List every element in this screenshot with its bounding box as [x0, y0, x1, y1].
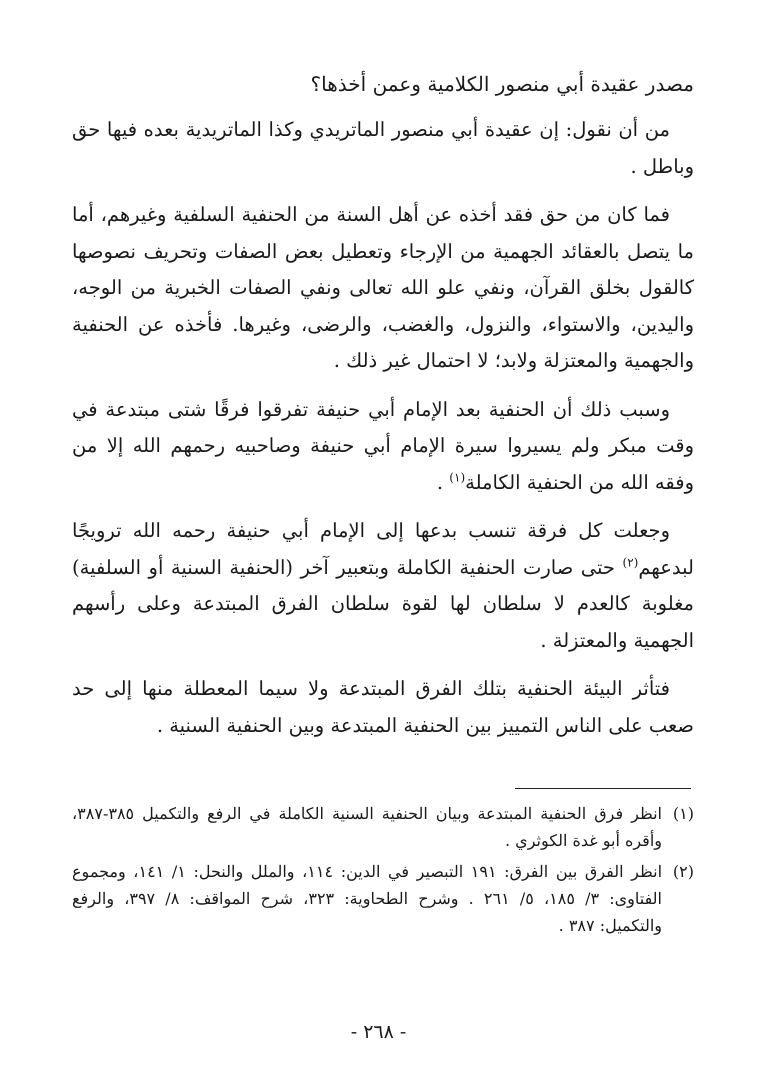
- paragraph-2: [72, 197, 694, 380]
- paragraph-1-text: من أن نقول: إن عقيدة أبي منصور الماتريدي وكذا الماتريدية بعده فيها حق وباطل .: [72, 118, 694, 178]
- footnote-2-number: (٢): [672, 862, 694, 881]
- footnotes: [72, 800, 694, 943]
- footnote-1-text: انظر فرق الحنفية المبتدعة وبيان الحنفية السنية الكاملة في الرفع والتكميل ٣٨٥-٣٨٧، وأقره أبو غدة الكوثري .: [72, 804, 662, 850]
- footnote-divider: [515, 788, 691, 789]
- footnote-1-number: (١): [672, 804, 694, 823]
- paragraph-4: [72, 513, 694, 659]
- paragraph-2-text: فما كان من حق فقد أخذه عن أهل السنة من الحنفية السلفية وغيرهم، أما ما يتصل بالعقائد الجهمية من الإرجاء وتعطيل بعض الصفات وتحريف نصوصها كالقول بخلق القرآن، ونفي علو الله تعالى ونفي الصفات الخبرية من الوجه، واليدين، والاستواء، والنزول، والغضب، والرضى، وغيرها. فأخذه عن الحنفية والجهمية والمعتزلة ولابد؛ لا احتمال غير ذلك .: [72, 203, 694, 372]
- paragraph-5: [72, 671, 694, 744]
- footnote-2: [72, 858, 694, 939]
- footnote-ref-2[interactable]: (٢): [622, 555, 639, 569]
- footnote-1: [72, 800, 694, 854]
- paragraph-4-text: وجعلت كل فرقة تنسب بدعها إلى الإمام أبي حنيفة رحمه الله ترويجًا لبدعهم: [72, 519, 694, 579]
- paragraph-1: [72, 112, 694, 185]
- section-heading: مصدر عقيدة أبي منصور الكلامية وعمن أخذها؟: [310, 72, 694, 96]
- paragraph-3-tail: .: [436, 470, 450, 494]
- footnote-2-text: انظر الفرق بين الفرق: ١٩١ التبصير في الدين: ١١٤، والملل والنحل: ١/ ١٤١، ومجموع الفتاوى: ٣/ ١٨٥، ٥/ ٢٦١ . وشرح الطحاوية: ٣٢٣، شرح المواقف: ٨/ ٣٩٧، والرفع والتكميل: ٣٨٧ .: [72, 862, 663, 935]
- paragraph-3: [72, 392, 694, 502]
- footnote-ref-1[interactable]: (١): [449, 470, 466, 484]
- page-body: [72, 68, 694, 756]
- page-number: - ٢٦٨ -: [350, 1021, 407, 1043]
- paragraph-4-tail: حتى صارت الحنفية الكاملة وبتعبير آخر (الحنفية السنية أو السلفية) مغلوبة كالعدم لا سلطان لها لقوة سلطان الفرق المبتدعة وعلى رأسهم الجهمية والمعتزلة .: [72, 555, 694, 652]
- paragraph-5-text: فتأثر البيئة الحنفية بتلك الفرق المبتدعة ولا سيما المعطلة منها إلى حد صعب على الناس التمييز بين الحنفية المبتدعة وبين الحنفية السنية .: [72, 677, 694, 737]
- paragraph-3-text: وسبب ذلك أن الحنفية بعد الإمام أبي حنيفة تفرقوا فرقًا شتى مبتدعة في وقت مبكر ولم يسيروا سيرة الإمام أبي حنيفة وصاحبيه رحمهم الله إلا من وفقه الله من الحنفية الكاملة: [72, 397, 694, 494]
